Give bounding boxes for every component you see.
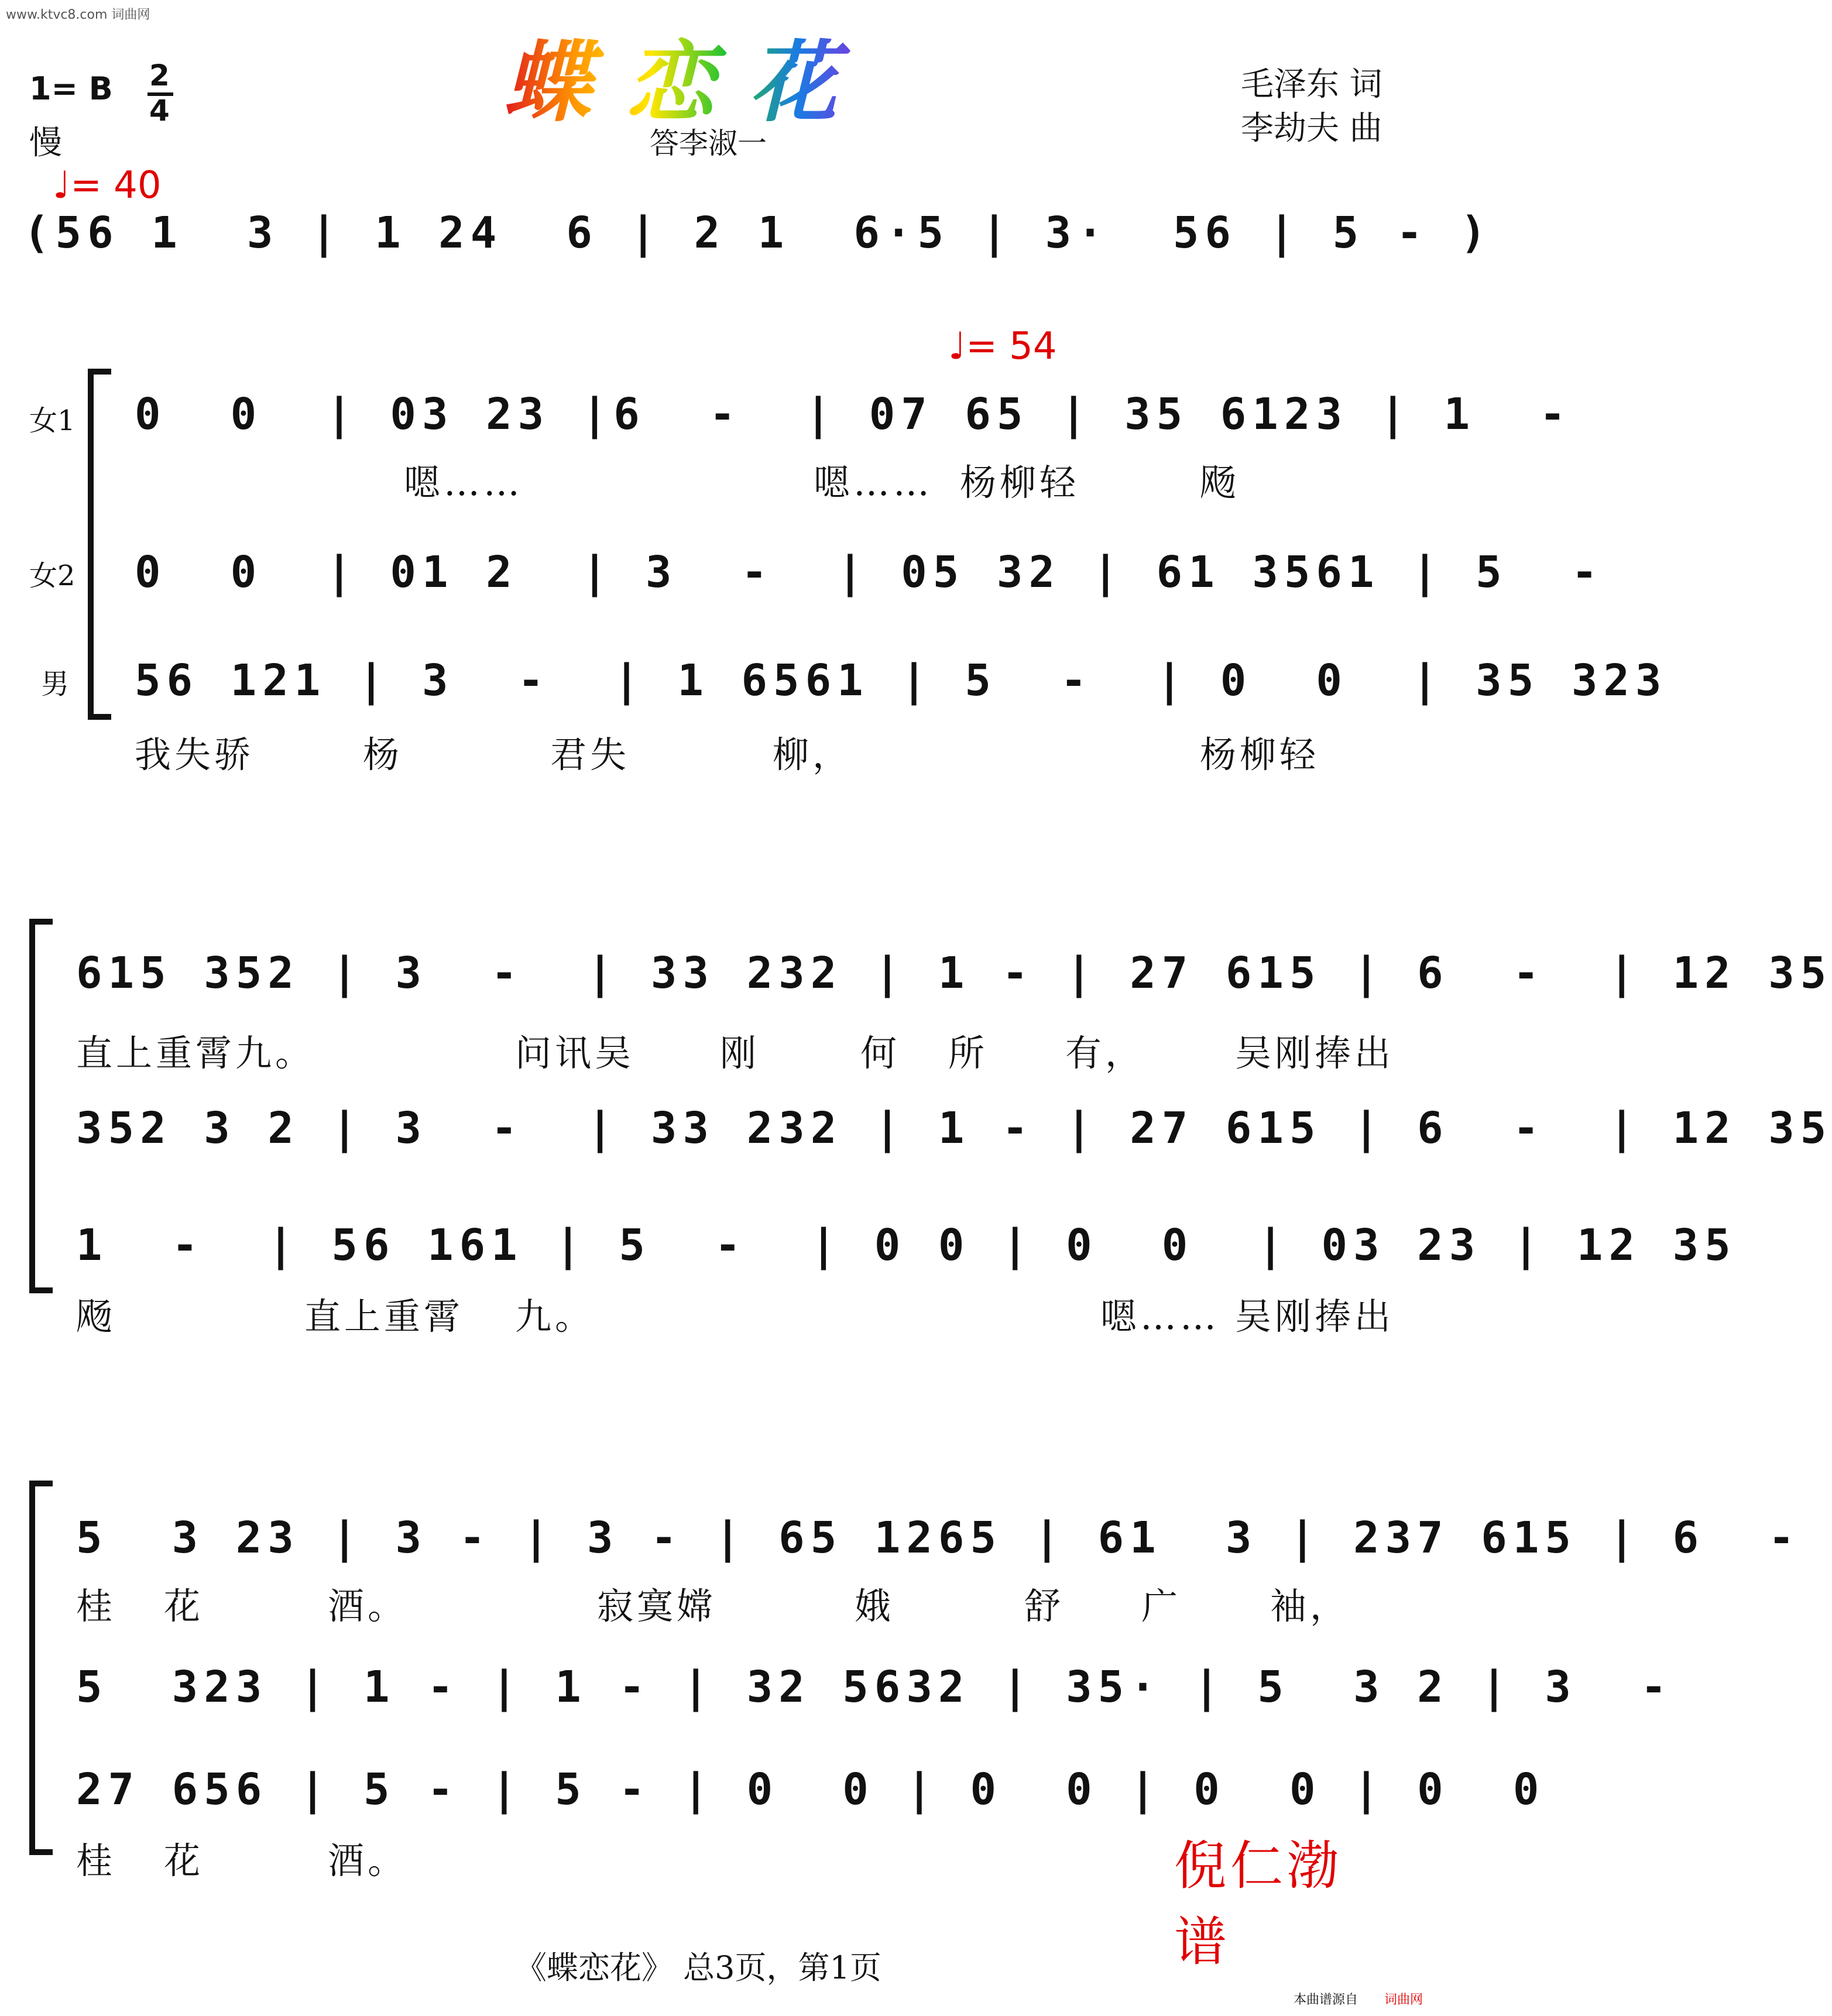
- composer-credit: 李劫夫 曲: [1241, 109, 1382, 147]
- system3-f1-lyric: 广: [1141, 1585, 1182, 1627]
- time-signature-bottom: 4: [149, 94, 170, 128]
- system1-female1-notes: 0 0 | 03 23 |6 - | 07 65 | 35 6123 | 1 -: [135, 389, 1572, 439]
- system1-f1-lyric: 嗯……: [814, 461, 934, 504]
- speed-marking: 慢: [29, 124, 62, 162]
- page-footer: 《蝶恋花》 总3页，第1页: [515, 1949, 881, 1986]
- system1-m-lyric: 君失: [550, 733, 630, 776]
- system2-f1-lyric: 何: [860, 1032, 901, 1074]
- system3-m-lyric: 酒。: [328, 1839, 408, 1882]
- system2-f1-lyric: 有，: [1065, 1032, 1145, 1074]
- composer-seal-stamp: 倪仁渤谱: [1165, 1849, 1375, 1949]
- system3-m-lyric: 花: [164, 1839, 204, 1882]
- system3-f1-lyric: 娥: [855, 1585, 895, 1627]
- system1-m-lyric: 我失骄: [135, 733, 255, 776]
- system1-m-lyric: 杨柳轻: [1200, 733, 1320, 776]
- system2-m-lyric: 九。: [515, 1295, 595, 1338]
- system2-female1-notes: 615 352 | 3 - | 33 232 | 1 - | 27 615 | 6 - | 12 35: [76, 948, 1832, 998]
- system2-f1-lyric: 刚: [720, 1032, 760, 1074]
- tempo-marking-intro: ♩= 40: [53, 164, 162, 207]
- system1-m-lyric: 杨: [363, 733, 403, 776]
- system3-m-lyric: 桂: [76, 1839, 116, 1882]
- system1-f1-lyric: 杨柳轻: [960, 461, 1080, 504]
- system2-f1-lyric: 直上重霄九。: [76, 1032, 315, 1074]
- system-2-bracket: [29, 919, 53, 1293]
- system-3-bracket: [29, 1481, 53, 1855]
- system3-f1-lyric: 酒。: [328, 1585, 408, 1627]
- key-signature: 1= B: [29, 70, 113, 107]
- corner-note: 本曲谱源自: [1294, 1993, 1358, 2007]
- tempo-marking-54: ♩= 54: [948, 325, 1057, 368]
- system3-female2-notes: 5 323 | 1 - | 1 - | 32 5632 | 35· | 5 3 2 | 3 -: [76, 1662, 1673, 1712]
- corner-brand: 词曲网: [1384, 1993, 1423, 2007]
- system2-m-lyric: 嗯……: [1100, 1295, 1220, 1338]
- song-title: 蝶恋花: [503, 12, 872, 138]
- watermark-text: www.ktvc8.com 词曲网: [6, 8, 150, 22]
- system3-f1-lyric: 寂寞嫦: [597, 1585, 717, 1627]
- system3-f1-lyric: 花: [164, 1585, 204, 1627]
- part-label-female2: 女2: [29, 559, 76, 592]
- system1-f1-lyric: 飏: [1200, 461, 1240, 504]
- system2-m-lyric: 吴刚捧出: [1235, 1295, 1395, 1338]
- lyricist-credit: 毛泽东 词: [1241, 66, 1382, 104]
- intro-line: (56 1 3 | 1 24 6 | 2 1 6·5 | 3· 56 | 5 - ): [23, 208, 1493, 258]
- part-label-male: 男: [41, 668, 70, 700]
- system3-f1-lyric: 舒: [1024, 1585, 1065, 1627]
- system1-m-lyric: 柳，: [773, 733, 853, 776]
- system2-m-lyric: 直上重霄: [304, 1295, 464, 1338]
- system2-f1-lyric: 问讯吴: [515, 1032, 635, 1074]
- part-label-female1: 女1: [29, 404, 76, 437]
- system2-female2-notes: 352 3 2 | 3 - | 33 232 | 1 - | 27 615 | 6 - | 12 35: [76, 1103, 1832, 1153]
- system2-male-notes: 1 - | 56 161 | 5 - | 0 0 | 0 0 | 03 23 | 12 35: [76, 1220, 1737, 1270]
- system1-female2-notes: 0 0 | 01 2 | 3 - | 05 32 | 61 3561 | 5 -: [135, 547, 1604, 597]
- system3-f1-lyric: 桂: [76, 1585, 116, 1627]
- song-subtitle: 答李淑一: [650, 126, 767, 160]
- system-1-bracket: [88, 369, 111, 720]
- system3-male-notes: 27 656 | 5 - | 5 - | 0 0 | 0 0 | 0 0 | 0 0: [76, 1764, 1545, 1815]
- system2-f1-lyric: 所: [948, 1032, 989, 1074]
- system1-f1-lyric: 嗯……: [404, 461, 524, 504]
- system3-female1-notes: 5 3 23 | 3 - | 3 - | 65 1265 | 61 3 | 237 615 | 6 -: [76, 1513, 1800, 1563]
- system2-f1-lyric: 吴刚捧出: [1235, 1032, 1395, 1074]
- system1-male-notes: 56 121 | 3 - | 1 6561 | 5 - | 0 0 | 35 323: [135, 655, 1668, 706]
- system3-f1-lyric: 袖，: [1270, 1585, 1350, 1627]
- system2-m-lyric: 飏: [76, 1295, 116, 1338]
- time-signature-top: 2: [149, 59, 170, 92]
